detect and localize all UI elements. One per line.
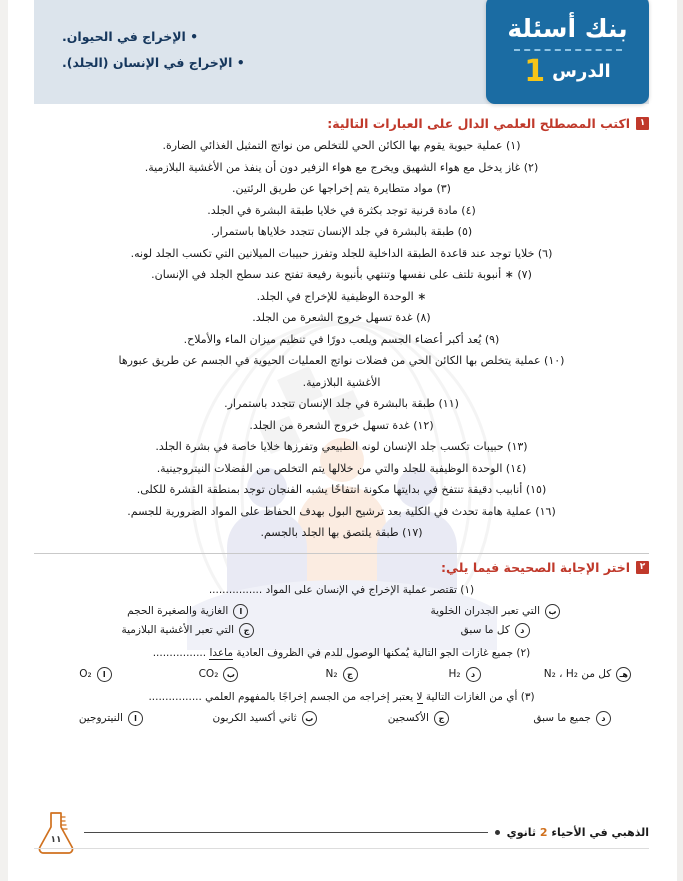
option-letter-a: ا [97,667,112,682]
stem-part-post: يعتبر إخراجه من الجسم إخراجًا بالمفهوم العلمي ................ [148,690,417,703]
mcq-question-3-stem [34,687,649,707]
footer-bullet-dot [495,830,500,835]
mcq-question-1-options-row-2 [34,623,649,638]
mcq-option[interactable] [342,711,496,726]
stem-part-underlined: ماعدا [209,646,233,659]
list-item: (١٢) غدة تسهل خروج الشعرة من الجلد. [249,418,434,432]
mcq-option[interactable] [34,623,342,638]
lesson-row [524,53,611,89]
option-label: كل من N₂ ، H₂ [543,668,612,680]
mcq-option[interactable] [342,604,650,619]
lesson-number: 1 [524,53,546,89]
option-letter-a: ا [128,711,143,726]
option-letter-a: ا [233,604,248,619]
list-item: (١٣) حبيبات تكسب جلد الإنسان لونه الطبيعي وتفرزها خلايا خاصة في بشرة الجلد. [155,440,528,453]
page-edge-left [0,0,8,881]
stem-part-post: ................ [152,646,210,659]
option-label: التي تعبر الأغشية البلازمية [121,624,235,636]
option-label: النيتروجين [78,712,123,724]
mcq-option[interactable] [188,711,342,726]
mcq-option[interactable] [34,604,342,619]
option-label: الأكسجين [387,712,429,724]
option-letter-b: ب [545,604,560,619]
mcq-option[interactable] [526,667,649,682]
mcq-option[interactable] [34,711,188,726]
list-item: (١٥) أنابيب دقيقة تنتفخ في بدايتها مكونة انتفاخًا يشبه الفنجان توجد بمنطقة القشرة للكلى. [136,483,547,496]
section-2-header [34,560,649,575]
list-item-sub: ∗ الوحدة الوظيفية للإخراج في الجلد. [256,289,427,303]
question-bank-title: بنك أسئلة [507,13,628,43]
option-letter-c: ج [239,623,254,638]
lesson-label: الدرس [552,61,611,82]
option-letter-b: ب [302,711,317,726]
page-number: ١١ [50,835,62,845]
page-content [34,110,649,727]
list-item: (٨) غدة تسهل خروج الشعرة من الجلد. [252,311,431,324]
mcq-option[interactable] [280,667,403,682]
stem-part-pre: (٣) أي من الغازات التالية [422,690,535,703]
list-item: (١٠) عملية يتخلص بها الكائن الحي من فضلات نواتج العمليات الحيوية في الجسم عن طريق عبورها [118,354,565,367]
header-topic-item-1: • الإخراج في الحيوان. [62,29,199,44]
section-2-badge: ٢ [636,561,649,574]
footer-bottom-rule [34,848,649,849]
stem-part-pre: (٢) جميع غازات الجو التالية يُمكنها الوصول للدم في الظروف العادية [232,646,531,659]
book-title-pre: الذهبي في الأحياء [547,825,649,839]
mcq-option[interactable] [157,667,280,682]
mcq-question-1-stem: (١) تقتصر عملية الإخراج في الإنسان على المواد ................ [208,583,475,596]
list-item: (١٤) الوحدة الوظيفية للجلد والتي من خلالها يتم التخلص من الفضلات النيتروجينية. [156,461,527,475]
option-label: الغازية والصغيرة الحجم [127,605,229,617]
list-item-continuation: الأغشية البلازمية. [302,375,381,389]
section-1-title: اكتب المصطلح العلمي الدال على العبارات التالية: [327,116,630,131]
option-label: ثاني أكسيد الكربون [212,712,297,724]
header-topic-item-2: • الإخراج في الإنسان (الجلد). [62,55,245,70]
list-item: (١) عملية حيوية يقوم بها الكائن الحي للتخلص من نواتج التمثيل الغذائي الضارة. [162,139,521,152]
section-1-header [34,116,649,131]
option-label: N₂ [325,668,338,680]
list-item: (٩) يُعد أكبر أعضاء الجسم ويلعب دورًا في تنظيم ميزان الماء والأملاح. [183,332,500,346]
mcq-option[interactable] [495,711,649,726]
book-title [507,826,649,839]
mcq-option[interactable] [403,667,526,682]
mcq-question-3-options-row [34,711,649,726]
page-edge-right [677,0,683,881]
section-1-badge: ١ [636,117,649,130]
option-letter-c: ج [434,711,449,726]
book-year: 2 [539,825,548,839]
mcq-question-2-options-row [34,667,649,682]
page-footer [34,807,649,857]
option-label: جميع ما سبق [533,712,591,724]
mcq-question-1-options-row-1 [34,604,649,619]
mcq-option[interactable] [34,667,157,682]
mcq-option[interactable] [342,623,650,638]
section-divider [34,553,649,554]
book-title-post: ثانوي [506,825,540,839]
option-label: CO₂ [198,668,219,680]
list-item: (١١) طبقة بالبشرة في جلد الإنسان تتجدد باستمرار. [224,397,459,410]
option-letter-c: ج [343,667,358,682]
list-item: (٦) خلايا توجد عند قاعدة الطبقة الداخلية للجلد وتفرز حبيبات الميلانين التي تكسب الجلد لونه. [130,246,553,260]
list-item: (١٧) طبقة يلتصق بها الجلد بالجسم. [260,526,423,539]
option-letter-d: د [515,623,530,638]
list-item: (١٦) عملية هامة تحدث في الكلية بعد ترشيح البول بهدف الحفاظ على المواد الضرورية للجسم. [127,504,556,518]
option-letter-d: د [466,667,481,682]
page-header [34,0,649,104]
option-letter-e: هـ [616,667,631,682]
section-1-item-list [34,135,649,544]
option-letter-d: د [596,711,611,726]
section-2-title: اختر الإجابة الصحيحة فيما يلي: [441,559,630,575]
header-topic-list [62,24,439,76]
list-item: (٧) ∗ أنبوبة تلتف على نفسها وتنتهي بأنبوبة رفيعة تفتح عند سطح الجلد في الإنسان. [151,268,532,281]
option-label: كل ما سبق [460,624,510,636]
option-label: O₂ [79,668,92,680]
dashed-divider [514,49,622,51]
list-item: (٣) مواد متطايرة يتم إخراجها عن طريق الرئتين. [232,182,451,195]
option-label: H₂ [448,668,461,680]
stem-part-underlined: لا [416,690,423,703]
mcq-question-2-stem [34,643,649,663]
list-item: (٥) طبقة بالبشرة في جلد الإنسان تتجدد خلاياها باستمرار. [210,225,473,238]
option-letter-b: ب [223,667,238,682]
lesson-card [486,0,649,104]
option-label: التي تعبر الجدران الخلوية [430,605,540,617]
footer-rule-line [84,832,488,833]
list-item: (٤) مادة قرنية توجد بكثرة في خلايا طبقة البشرة في الجلد. [207,203,476,217]
list-item: (٢) غاز يدخل مع هواء الشهيق ويخرج مع هواء الزفير دون أن ينفذ من الأغشية البلازمية. [144,160,539,174]
